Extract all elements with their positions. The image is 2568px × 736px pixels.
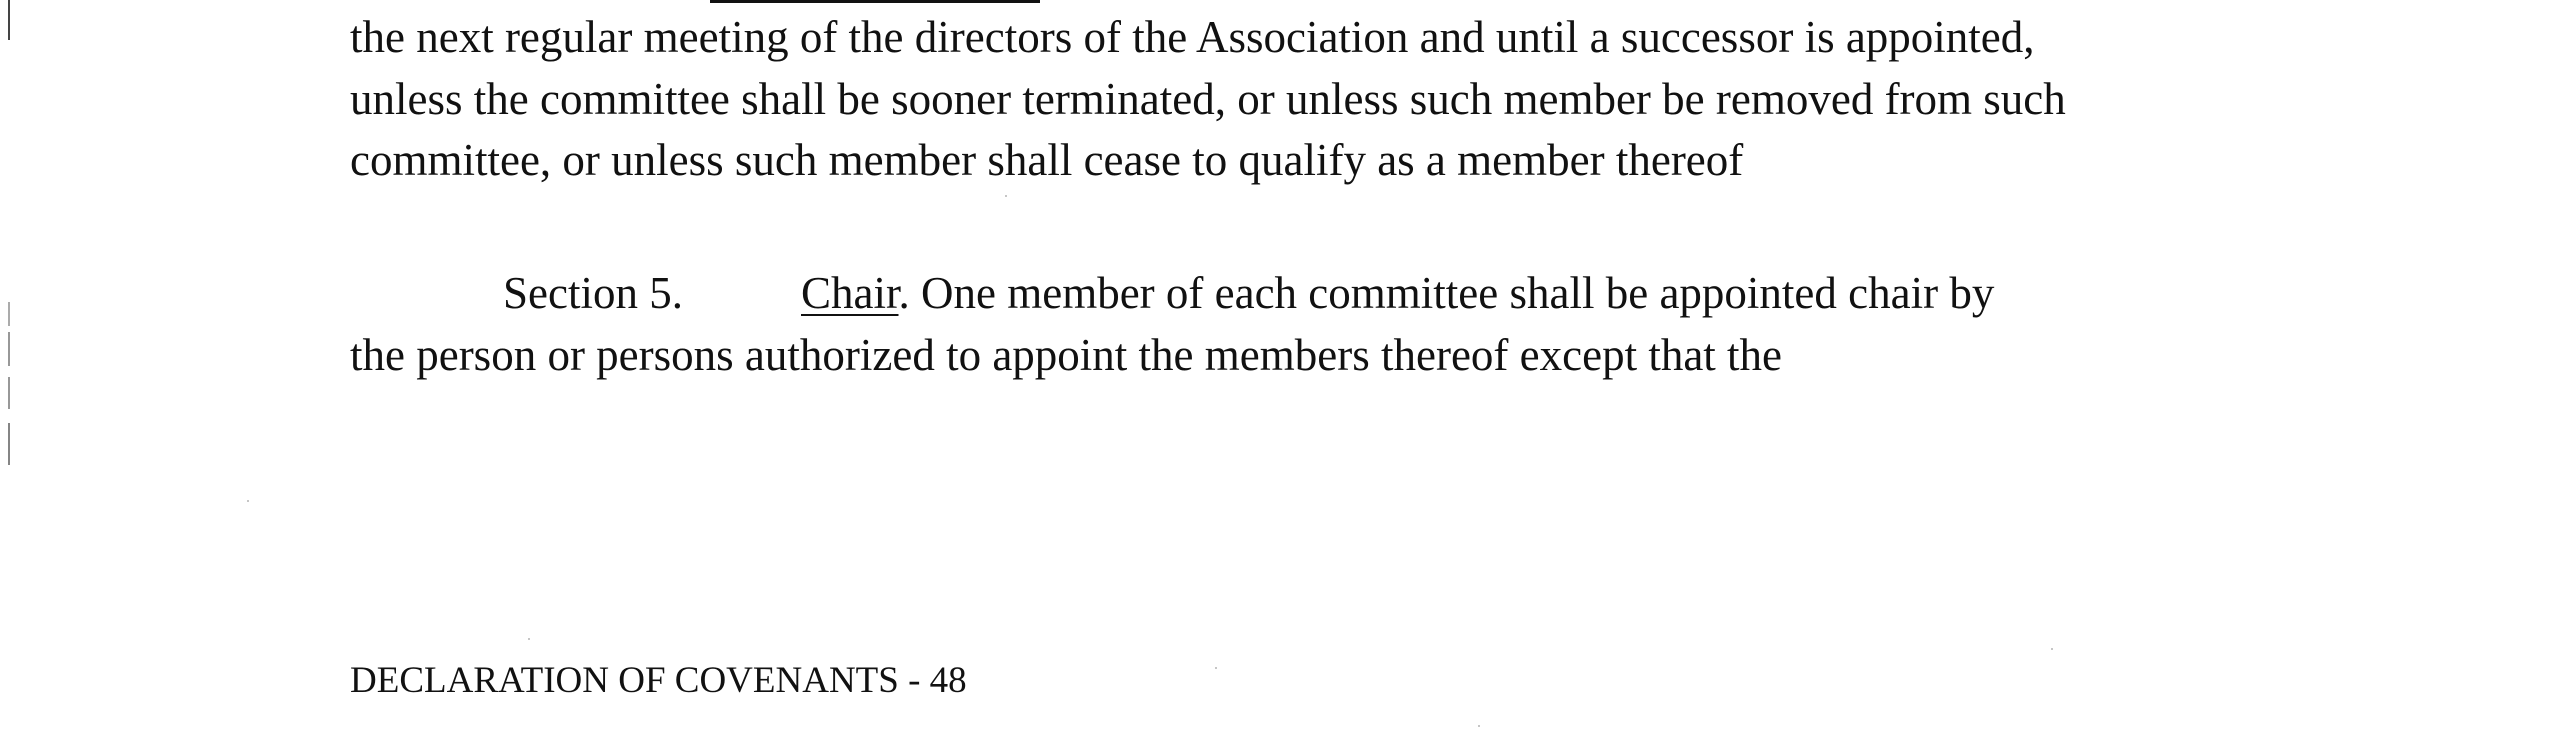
page-footer: DECLARATION OF COVENANTS - 48 — [350, 660, 967, 701]
left-margin-scan-mark — [8, 377, 10, 409]
top-underline-fragment — [710, 0, 1040, 3]
section-5-first-line — [503, 263, 1994, 323]
paragraph-line-2: unless the committee shall be sooner terminated, or unless such member be removed from such — [350, 74, 2066, 124]
paragraph-line-1: the next regular meeting of the directors of the Association and until a successor is appointed, — [350, 12, 2035, 62]
section-label: Section 5. — [503, 268, 683, 318]
section-5-text-line-1: . One member of each committee shall be appointed chair by — [898, 268, 1995, 318]
scan-speck — [1005, 195, 1007, 197]
left-margin-scan-mark — [8, 332, 10, 366]
scan-speck — [528, 638, 530, 640]
scan-speck — [1215, 667, 1217, 669]
left-margin-scan-mark — [8, 302, 10, 326]
scan-speck — [247, 500, 249, 502]
left-margin-scan-mark — [8, 0, 10, 40]
left-margin-scan-mark — [8, 423, 10, 465]
section-heading-chair: Chair — [801, 268, 899, 318]
scan-speck — [1478, 725, 1480, 727]
paragraph-line-3: committee, or unless such member shall cease to qualify as a member thereof — [350, 135, 1744, 185]
scan-speck — [2051, 648, 2053, 650]
section-5-text-line-2: the person or persons authorized to appoint the members thereof except that the — [350, 330, 1783, 380]
